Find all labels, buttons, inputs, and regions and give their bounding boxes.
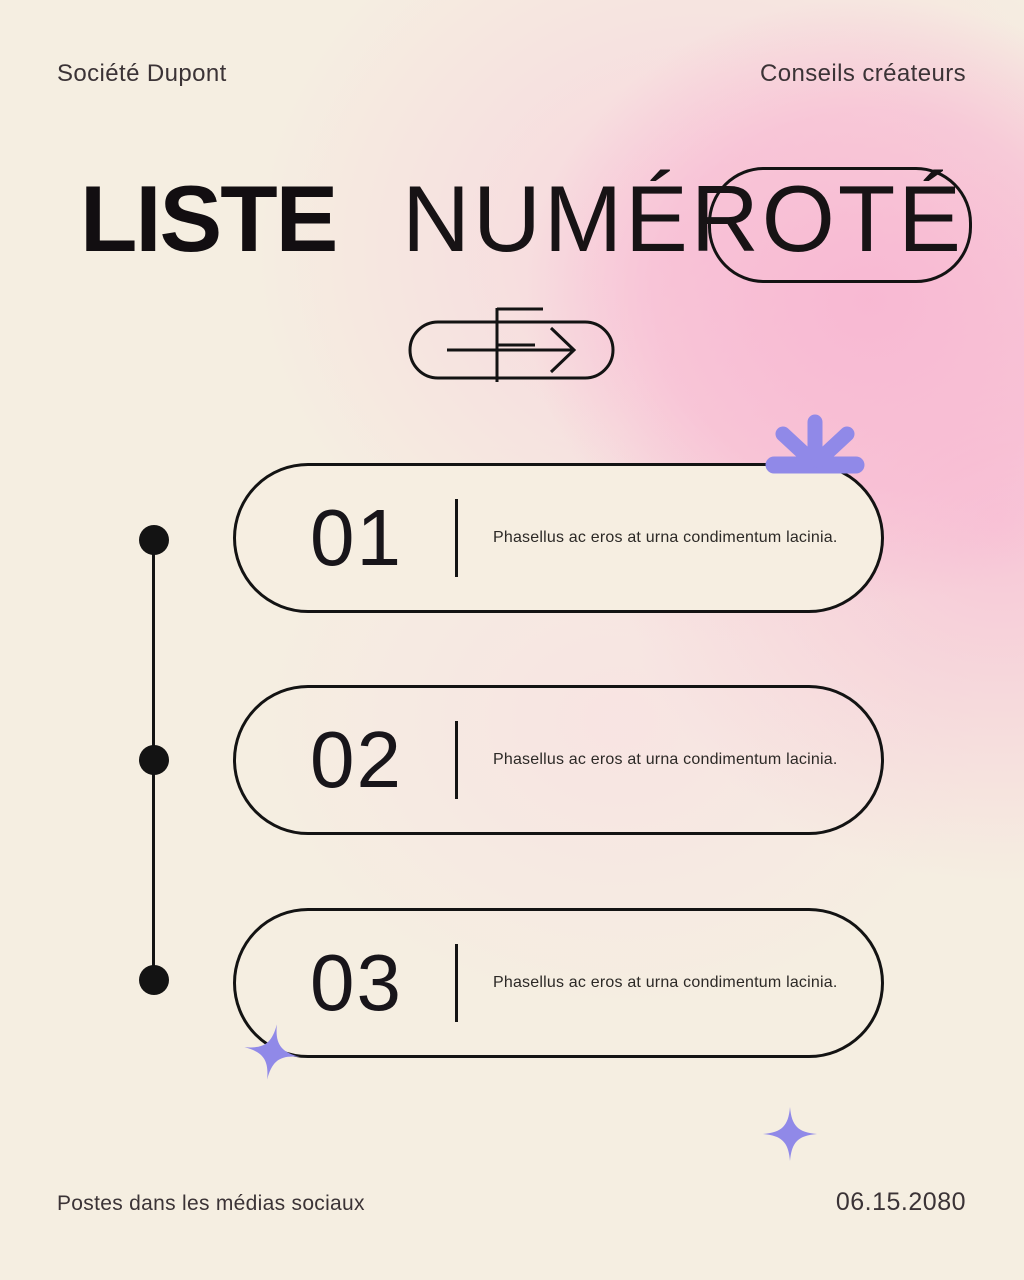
- item-text: Phasellus ac eros at urna condimentum lacinia.: [492, 529, 838, 546]
- title-word-bold: LISTE: [80, 166, 337, 271]
- title-word-light: NUMÉROTÉ: [402, 166, 964, 271]
- divider: [455, 721, 458, 799]
- item-text: Phasellus ac eros at urna condimentum lacinia.: [492, 751, 838, 768]
- list-item: [233, 908, 884, 1058]
- arrow-right-pill-icon: [402, 298, 617, 393]
- item-text: Phasellus ac eros at urna condimentum lacinia.: [492, 974, 838, 991]
- divider: [455, 944, 458, 1022]
- four-point-sparkle-icon: [763, 1100, 817, 1168]
- footer: [57, 1188, 966, 1217]
- item-number: 02: [310, 715, 403, 804]
- item-number: 01: [310, 493, 403, 582]
- burst-down-icon: [760, 412, 870, 476]
- timeline-dot: [139, 745, 169, 775]
- list-item: [233, 463, 884, 613]
- item-number: 03: [310, 938, 403, 1027]
- timeline-dot: [139, 525, 169, 555]
- header: [57, 60, 966, 88]
- timeline-dot: [139, 965, 169, 995]
- list-item: [233, 685, 884, 835]
- page-title: [80, 166, 964, 271]
- divider: [455, 499, 458, 577]
- brand-name: Société Dupont: [57, 60, 227, 87]
- four-point-sparkle-icon: [239, 1018, 305, 1087]
- footer-date: 06.15.2080: [835, 1188, 966, 1216]
- footer-caption: Postes dans les médias sociaux: [57, 1192, 365, 1215]
- header-topic: Conseils créateurs: [760, 60, 966, 87]
